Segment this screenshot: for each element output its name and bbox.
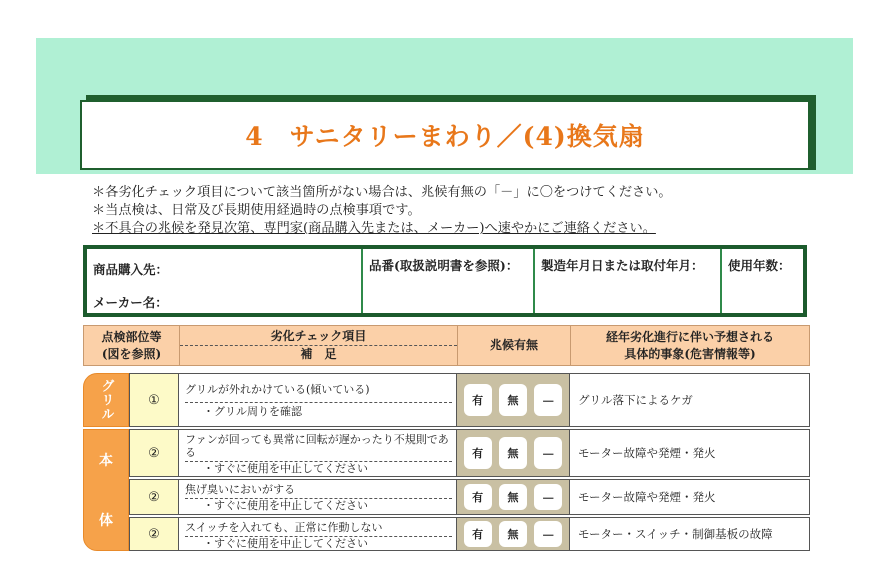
row-number: ②: [129, 518, 179, 550]
header-sign: [458, 326, 571, 365]
header-event-line2: 具体的事象(危害情報等): [624, 346, 756, 361]
page-title: 4 サニタリーまわり／(4)換気扇: [245, 122, 645, 151]
title-box: [80, 100, 810, 170]
check-text: 焦げ臭いにおいがする: [185, 483, 295, 496]
date-field[interactable]: [535, 249, 722, 313]
check-text: ファンが回っても異常に回転が遅かったり不規則である: [185, 433, 449, 459]
mark-no[interactable]: 無: [499, 437, 527, 469]
mark-yes[interactable]: 有: [464, 484, 492, 510]
years-label: 使用年数：: [728, 258, 791, 273]
table-row: [129, 517, 810, 551]
mark-na[interactable]: －: [534, 437, 562, 469]
product-info-form: [83, 245, 807, 317]
group-body-bottom: 体: [99, 513, 113, 529]
mark-yes[interactable]: 有: [464, 384, 492, 416]
row-number: ②: [129, 430, 179, 476]
note-1: ＊各劣化チェック項目について該当箇所がない場合は、兆候有無の「－」に〇をつけてください。: [92, 185, 672, 200]
table-header: [83, 325, 810, 366]
mark-na[interactable]: －: [534, 484, 562, 510]
mark-no[interactable]: 無: [499, 384, 527, 416]
maker-label: メーカー名：: [93, 295, 168, 310]
header-event-line1: 経年劣化進行に伴い予想される: [605, 329, 774, 344]
group-body: [83, 429, 129, 551]
mark-no[interactable]: 無: [499, 484, 527, 510]
mark-no[interactable]: 無: [499, 521, 527, 547]
sign-options: [457, 374, 570, 426]
event-text: グリル落下によるケガ: [578, 393, 693, 407]
years-field[interactable]: [722, 249, 803, 313]
notes: [92, 184, 812, 238]
check-item: [179, 480, 457, 514]
check-note: ・グリル周りを確認: [185, 402, 452, 418]
mark-yes[interactable]: 有: [464, 521, 492, 547]
header-part-line1: 点検部位等: [101, 329, 162, 344]
mark-na[interactable]: －: [534, 521, 562, 547]
purchase-maker-field[interactable]: [87, 249, 363, 313]
header-check-line1: 劣化チェック項目: [180, 328, 457, 346]
event-text: モーター故障や発煙・発火: [578, 490, 716, 504]
check-item: [179, 430, 457, 476]
sign-options: [457, 518, 570, 550]
header-check-line2: 補 足: [300, 347, 337, 361]
check-item: [179, 518, 457, 550]
table-row: [129, 479, 810, 515]
sign-options: [457, 480, 570, 514]
header-check: [180, 326, 458, 365]
event-text: モーター・スイッチ・制御基板の故障: [578, 527, 773, 541]
header-part: [84, 326, 180, 365]
note-2: ＊当点検は、日常及び長期使用経過時の点検事項です。: [92, 203, 421, 218]
mark-na[interactable]: －: [534, 384, 562, 416]
check-note: ・すぐに使用を中止してください: [185, 461, 452, 475]
model-field[interactable]: [363, 249, 535, 313]
mark-yes[interactable]: 有: [464, 437, 492, 469]
table-row: [129, 429, 810, 477]
date-label: 製造年月日または取付年月：: [541, 258, 704, 273]
row-number: ②: [129, 480, 179, 514]
group-body-top: 本: [99, 453, 113, 469]
group-grill: グリル: [83, 373, 129, 427]
sign-options: [457, 430, 570, 476]
event-text: モーター故障や発煙・発火: [578, 446, 716, 460]
check-text: スイッチを入れても、正常に作動しない: [185, 521, 383, 534]
model-label: 品番(取扱説明書を参照)：: [369, 258, 519, 273]
header-event: [571, 326, 809, 365]
note-3: ＊不具合の兆候を発見次第、専門家(商品購入先または、メーカー)へ速やかにご連絡ください。: [92, 221, 656, 236]
header-sign-label: 兆候有無: [489, 338, 538, 352]
check-item: [179, 374, 457, 426]
table-row: [129, 373, 810, 427]
header-part-line2: (図を参照): [101, 346, 162, 361]
purchase-from-label: 商品購入先：: [93, 262, 169, 277]
check-text: グリルが外れかけている(傾いている): [185, 383, 370, 396]
row-number: ①: [129, 374, 179, 426]
check-note: ・すぐに使用を中止してください: [185, 536, 452, 550]
check-note: ・すぐに使用を中止してください: [185, 498, 452, 512]
inspection-table: [83, 373, 810, 551]
